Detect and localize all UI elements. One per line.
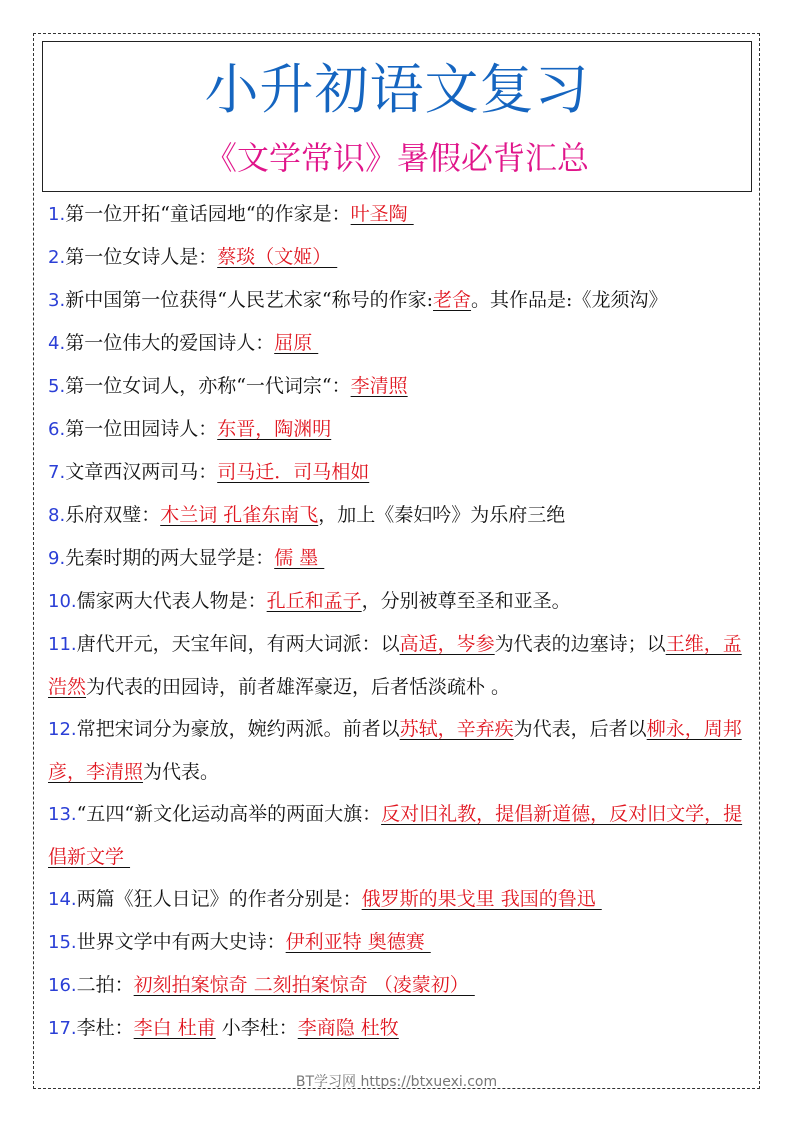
item-number: 12. bbox=[48, 719, 77, 740]
list-item bbox=[48, 964, 753, 1007]
question-text: 唐代开元，天宝年间，有两大词派：以 bbox=[76, 633, 400, 655]
question-text: 李杜： bbox=[76, 1017, 134, 1039]
item-number: 1. bbox=[48, 204, 66, 225]
list-item bbox=[48, 322, 753, 365]
item-number: 17. bbox=[48, 1018, 77, 1039]
answer-text: 李清照 bbox=[350, 375, 408, 397]
answer-text: 李白 杜甫 bbox=[133, 1017, 216, 1039]
answer-text: 儒 墨 bbox=[274, 547, 325, 569]
answer-text: 反对旧礼教，提倡新道德，反对旧文学，提倡新文学 bbox=[48, 803, 743, 868]
list-item bbox=[48, 236, 753, 279]
list-item bbox=[48, 1007, 753, 1050]
item-number: 13. bbox=[48, 804, 77, 825]
question-text: 常把宋词分为豪放，婉约两派。前者以 bbox=[76, 718, 400, 740]
question-text: 第一位女词人，亦称“一代词宗“： bbox=[65, 375, 351, 397]
question-text: 第一位田园诗人： bbox=[65, 418, 218, 440]
question-text: 。其作品是:《龙须沟》 bbox=[471, 289, 668, 311]
answer-text: 蔡琰（文姬） bbox=[217, 246, 338, 268]
answer-text: 李商隐 杜牧 bbox=[297, 1017, 399, 1039]
question-text: 二拍： bbox=[76, 974, 134, 996]
title-box bbox=[42, 41, 752, 192]
question-text: 为代表。 bbox=[143, 761, 220, 783]
item-number: 14. bbox=[48, 889, 77, 910]
question-text: 为代表，后者以 bbox=[513, 718, 647, 740]
knowledge-list bbox=[48, 193, 753, 1050]
question-text: ，分别被尊至圣和亚圣。 bbox=[361, 590, 571, 612]
question-text: “五四“新文化运动高举的两面大旗： bbox=[76, 803, 382, 825]
list-item bbox=[48, 580, 753, 623]
answer-text: 柳永，周邦彦，李清照 bbox=[48, 718, 742, 783]
page-title: 小升初语文复习 bbox=[204, 58, 590, 121]
item-number: 15. bbox=[48, 932, 77, 953]
question-text: ，加上《秦妇吟》为乐府三绝 bbox=[318, 504, 566, 526]
item-number: 3. bbox=[48, 290, 66, 311]
question-text: 文章西汉两司马： bbox=[65, 461, 218, 483]
list-item bbox=[48, 793, 753, 878]
answer-text: 苏轼，辛弃疾 bbox=[399, 718, 514, 740]
list-item bbox=[48, 921, 753, 964]
answer-text: 伊利亚特 奥德赛 bbox=[285, 931, 431, 953]
answer-text: 王维，孟浩然 bbox=[48, 633, 742, 698]
list-item bbox=[48, 365, 753, 408]
question-text: 第一位女诗人是： bbox=[65, 246, 218, 268]
item-number: 16. bbox=[48, 975, 77, 996]
answer-text: 叶圣陶 bbox=[350, 203, 414, 225]
answer-text: 初刻拍案惊奇 二刻拍案惊奇 （凌蒙初） bbox=[133, 974, 475, 996]
item-number: 11. bbox=[48, 634, 77, 655]
question-text: 为代表的田园诗，前者雄浑豪迈，后者恬淡疏朴 。 bbox=[86, 676, 511, 698]
answer-text: 木兰词 孔雀东南飞 bbox=[160, 504, 319, 526]
question-text: 两篇《狂人日记》的作者分别是： bbox=[76, 888, 362, 910]
question-text: 新中国第一位获得“人民艺术家“称号的作家: bbox=[65, 289, 434, 311]
list-item bbox=[48, 279, 753, 322]
item-number: 4. bbox=[48, 333, 66, 354]
question-text: 乐府双璧： bbox=[65, 504, 161, 526]
item-number: 9. bbox=[48, 548, 66, 569]
list-item bbox=[48, 408, 753, 451]
question-text: 第一位开拓“童话园地“的作家是： bbox=[65, 203, 351, 225]
question-text: 世界文学中有两大史诗： bbox=[76, 931, 286, 953]
answer-text: 司马迁．司马相如 bbox=[217, 461, 370, 483]
answer-text: 高适，岑参 bbox=[399, 633, 495, 655]
footer-watermark: BT学习网 https://btxuexi.com bbox=[295, 1074, 498, 1090]
list-item bbox=[48, 494, 753, 537]
item-number: 2. bbox=[48, 247, 66, 268]
question-text: 第一位伟大的爱国诗人： bbox=[65, 332, 275, 354]
page-subtitle: 《文学常识》暑假必背汇总 bbox=[204, 139, 589, 177]
item-number: 6. bbox=[48, 419, 66, 440]
question-text: 为代表的边塞诗；以 bbox=[494, 633, 666, 655]
question-text: 小李杜： bbox=[215, 1017, 298, 1039]
item-number: 10. bbox=[48, 591, 77, 612]
question-text: 先秦时期的两大显学是： bbox=[65, 547, 275, 569]
list-item bbox=[48, 451, 753, 494]
list-item bbox=[48, 708, 753, 793]
item-number: 5. bbox=[48, 376, 66, 397]
list-item bbox=[48, 537, 753, 580]
list-item bbox=[48, 623, 753, 708]
list-item bbox=[48, 878, 753, 921]
item-number: 7. bbox=[48, 462, 66, 483]
answer-text: 屈原 bbox=[274, 332, 319, 354]
answer-text: 东晋，陶渊明 bbox=[217, 418, 332, 440]
item-number: 8. bbox=[48, 505, 66, 526]
answer-text: 俄罗斯的果戈里 我国的鲁迅 bbox=[361, 888, 602, 910]
answer-text: 孔丘和孟子 bbox=[266, 590, 362, 612]
question-text: 儒家两大代表人物是： bbox=[76, 590, 267, 612]
list-item bbox=[48, 193, 753, 236]
answer-text: 老舍 bbox=[433, 289, 472, 311]
